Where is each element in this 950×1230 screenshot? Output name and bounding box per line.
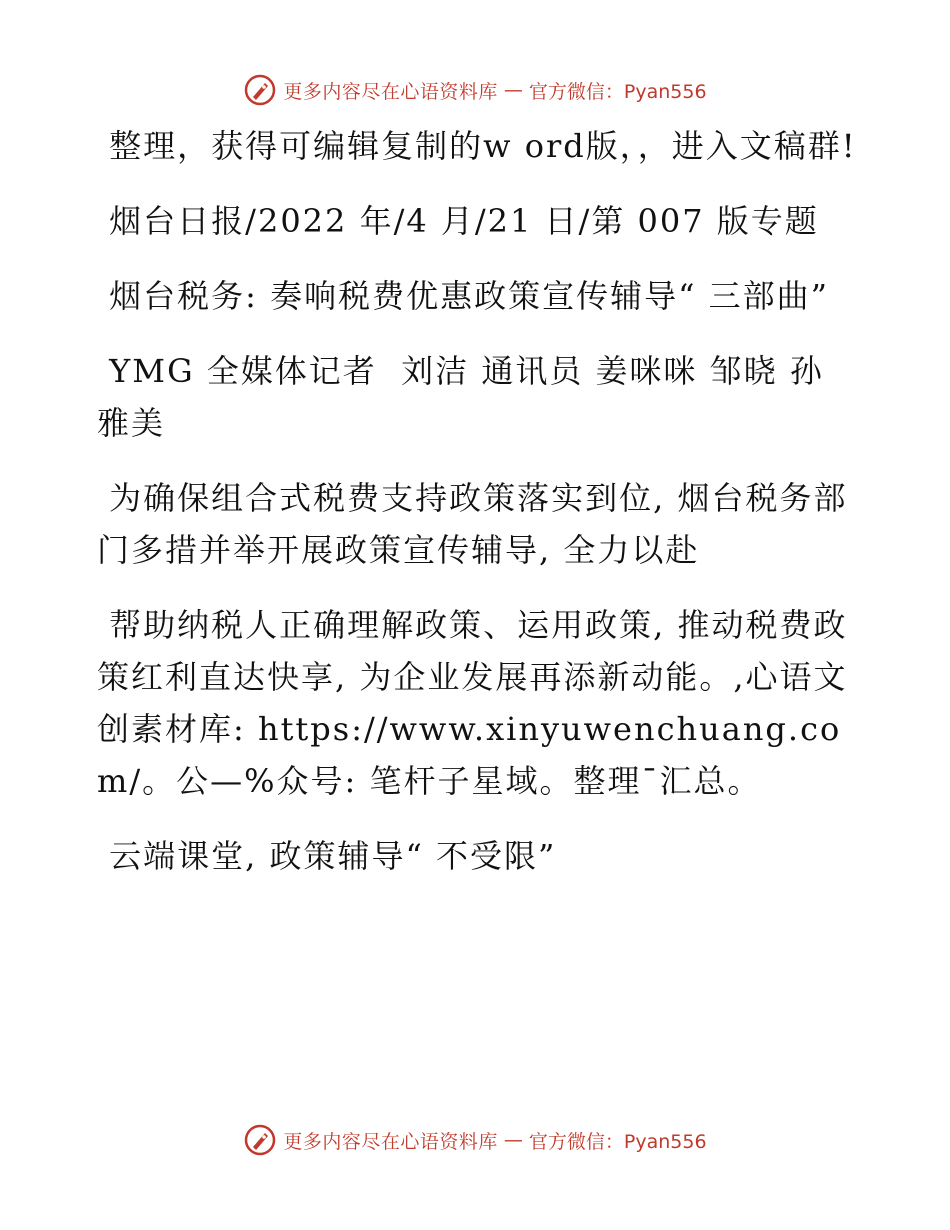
header-watermark bbox=[0, 70, 950, 110]
pen-nib-logo-icon bbox=[243, 1123, 277, 1157]
paragraph-body-2: 帮助纳税人正确理解政策、运用政策, 推动税费政策红利直达快享, 为企业发展再添新动能。,心语文创素材库: https://www.xinyuwenchuang.com/。公—%众号: 笔杆子星域。整理¯汇总。 bbox=[97, 606, 848, 800]
watermark-text: 更多内容尽在心语资料库 bbox=[283, 80, 498, 103]
footer-watermark bbox=[0, 1120, 950, 1160]
watermark-separator: — bbox=[503, 1129, 523, 1151]
paragraph-intro: 整理，获得可编辑复制的w ord版，，进入文稿群! bbox=[97, 127, 857, 165]
paragraph-body-1: 为确保组合式税费支持政策落实到位, 烟台税务部门多措并举开展政策宣传辅导, 全力以赴 bbox=[97, 479, 848, 569]
paragraph-source: 烟台日报/2022 年/4 月/21 日/第 007 版专题 bbox=[97, 202, 819, 240]
watermark-text: 更多内容尽在心语资料库 bbox=[283, 1130, 498, 1153]
document-body bbox=[97, 120, 857, 905]
watermark-wechat: 官方微信：Pyan556 bbox=[528, 80, 707, 103]
section-heading: 云端课堂, 政策辅导“ 不受限” bbox=[97, 837, 557, 875]
watermark-separator: — bbox=[503, 79, 523, 101]
pen-nib-logo-icon bbox=[243, 73, 277, 107]
paragraph-byline: YMG 全媒体记者 刘洁 通讯员 姜咪咪 邹晓 孙雅美 bbox=[97, 352, 824, 442]
article-title: 烟台税务: 奏响税费优惠政策宣传辅导“ 三部曲” bbox=[97, 277, 830, 315]
watermark-wechat: 官方微信：Pyan556 bbox=[528, 1130, 707, 1153]
